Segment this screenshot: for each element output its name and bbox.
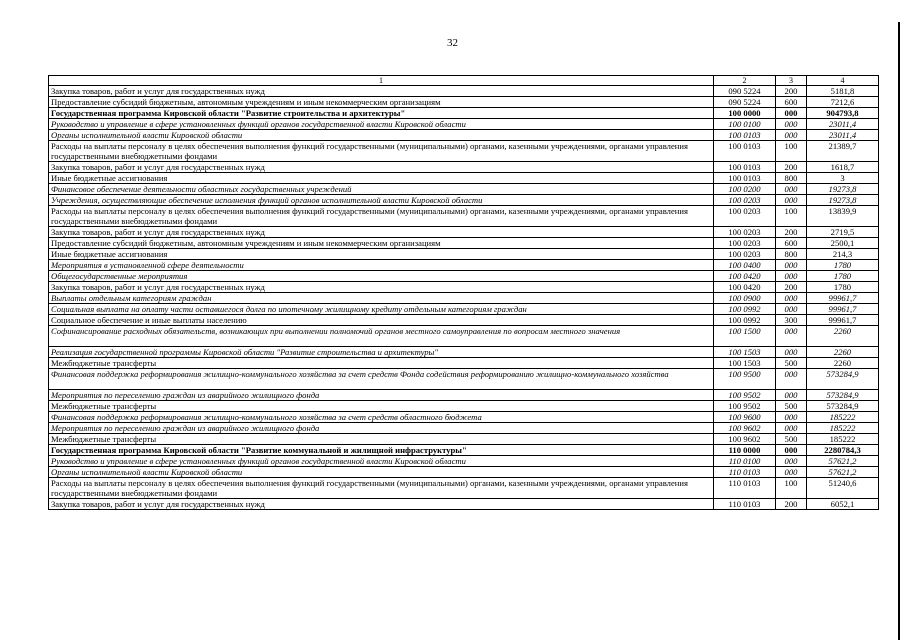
budget-table <box>48 75 879 510</box>
row-type-cell: 000 <box>776 456 807 467</box>
row-sum-cell: 1780 <box>807 271 879 282</box>
row-name-cell: Закупка товаров, работ и услуг для государственных нужд <box>49 227 714 238</box>
row-name-cell: Расходы на выплаты персоналу в целях обеспечения выполнения функций государственными (муниципальными) органами, казенными учреждениями, органами управления государственными внебюджетными фондами <box>49 141 714 162</box>
row-code-cell: 100 0203 <box>714 249 776 260</box>
table-body <box>49 86 879 510</box>
row-sum-cell: 57621,2 <box>807 456 879 467</box>
row-name-cell: Государственная программа Кировской области "Развитие строительства и архитектуры" <box>49 108 714 119</box>
row-sum-cell: 185222 <box>807 412 879 423</box>
row-sum-cell: 2260 <box>807 358 879 369</box>
row-type-cell: 200 <box>776 282 807 293</box>
row-sum-cell: 573284,9 <box>807 390 879 401</box>
row-type-cell: 000 <box>776 423 807 434</box>
row-code-cell: 100 9500 <box>714 369 776 390</box>
row-type-cell: 100 <box>776 478 807 499</box>
row-name-cell: Реализация государственной программы Кировской области "Развитие строительства и архитектуры" <box>49 347 714 358</box>
table-row <box>49 162 879 173</box>
table-row <box>49 227 879 238</box>
table-row <box>49 141 879 162</box>
row-type-cell: 100 <box>776 141 807 162</box>
row-sum-cell: 51240,6 <box>807 478 879 499</box>
row-type-cell: 000 <box>776 304 807 315</box>
row-name-cell: Учреждения, осуществляющие обеспечение исполнения функций органов исполнительной власти Кировской области <box>49 195 714 206</box>
table-row <box>49 97 879 108</box>
row-code-cell: 090 5224 <box>714 97 776 108</box>
row-code-cell: 090 5224 <box>714 86 776 97</box>
row-name-cell: Финансовая поддержка реформирования жилищно-коммунального хозяйства за счет средств Фонда содействия реформированию жилищно-коммунального хозяйства <box>49 369 714 390</box>
row-name-cell: Социальная выплата на оплату части оставшегося долга по ипотечному жилищному кредиту отдельным категориям граждан <box>49 304 714 315</box>
table-row <box>49 434 879 445</box>
row-type-cell: 800 <box>776 173 807 184</box>
row-sum-cell: 6052,1 <box>807 499 879 510</box>
row-name-cell: Социальное обеспечение и иные выплаты населению <box>49 315 714 326</box>
row-type-cell: 500 <box>776 434 807 445</box>
row-name-cell: Закупка товаров, работ и услуг для государственных нужд <box>49 282 714 293</box>
row-code-cell: 100 0992 <box>714 304 776 315</box>
row-sum-cell: 1618,7 <box>807 162 879 173</box>
row-type-cell: 200 <box>776 86 807 97</box>
row-code-cell: 110 0000 <box>714 445 776 456</box>
row-code-cell: 100 0203 <box>714 195 776 206</box>
row-type-cell: 200 <box>776 227 807 238</box>
table-row <box>49 173 879 184</box>
row-code-cell: 100 9600 <box>714 412 776 423</box>
row-type-cell: 000 <box>776 445 807 456</box>
row-type-cell: 200 <box>776 162 807 173</box>
row-code-cell: 100 9502 <box>714 390 776 401</box>
row-code-cell: 100 0103 <box>714 130 776 141</box>
table-row <box>49 390 879 401</box>
row-code-cell: 100 0420 <box>714 282 776 293</box>
row-name-cell: Мероприятия по переселению граждан из аварийного жилищного фонда <box>49 390 714 401</box>
row-sum-cell: 185222 <box>807 423 879 434</box>
row-name-cell: Государственная программа Кировской области "Развитие коммунальной и жилищной инфраструктуры" <box>49 445 714 456</box>
row-sum-cell: 19273,8 <box>807 184 879 195</box>
table-row <box>49 445 879 456</box>
row-type-cell: 000 <box>776 390 807 401</box>
table-row <box>49 86 879 97</box>
row-code-cell: 100 9602 <box>714 423 776 434</box>
row-code-cell: 100 1503 <box>714 358 776 369</box>
table-row <box>49 467 879 478</box>
row-code-cell: 100 0103 <box>714 162 776 173</box>
row-sum-cell: 2280784,3 <box>807 445 879 456</box>
table-row <box>49 195 879 206</box>
page-number: 32 <box>447 37 458 49</box>
table-row <box>49 249 879 260</box>
row-type-cell: 000 <box>776 271 807 282</box>
row-code-cell: 100 0100 <box>714 119 776 130</box>
row-name-cell: Общегосударственные мероприятия <box>49 271 714 282</box>
row-code-cell: 100 0400 <box>714 260 776 271</box>
row-type-cell: 000 <box>776 195 807 206</box>
row-name-cell: Органы исполнительной власти Кировской области <box>49 130 714 141</box>
header-col-1: 1 <box>49 76 714 86</box>
table-row <box>49 412 879 423</box>
row-name-cell: Расходы на выплаты персоналу в целях обеспечения выполнения функций государственными (муниципальными) органами, казенными учреждениями, органами управления государственными внебюджетными фондами <box>49 206 714 227</box>
row-type-cell: 000 <box>776 347 807 358</box>
row-name-cell: Софинансирование расходных обязательств, возникающих при выполнении полномочий органов местного самоуправления по вопросам местного значения <box>49 326 714 347</box>
header-col-4: 4 <box>807 76 879 86</box>
row-sum-cell: 21389,7 <box>807 141 879 162</box>
row-name-cell: Мероприятия в установленной сфере деятельности <box>49 260 714 271</box>
row-name-cell: Межбюджетные трансферты <box>49 434 714 445</box>
row-name-cell: Закупка товаров, работ и услуг для государственных нужд <box>49 86 714 97</box>
row-sum-cell: 99961,7 <box>807 293 879 304</box>
table-row <box>49 260 879 271</box>
table-row <box>49 315 879 326</box>
row-code-cell: 100 0103 <box>714 141 776 162</box>
row-name-cell: Руководство и управление в сфере установленных функций органов государственной власти Кировской области <box>49 119 714 130</box>
table-row <box>49 347 879 358</box>
row-name-cell: Закупка товаров, работ и услуг для государственных нужд <box>49 499 714 510</box>
row-code-cell: 100 0900 <box>714 293 776 304</box>
scan-edge-line <box>898 22 900 640</box>
table-header-row <box>49 76 879 86</box>
row-code-cell: 100 0203 <box>714 238 776 249</box>
table-row <box>49 119 879 130</box>
table-row <box>49 478 879 499</box>
row-name-cell: Руководство и управление в сфере установленных функций органов государственной власти Кировской области <box>49 456 714 467</box>
row-sum-cell: 214,3 <box>807 249 879 260</box>
table-row <box>49 456 879 467</box>
row-code-cell: 100 0103 <box>714 173 776 184</box>
row-sum-cell: 185222 <box>807 434 879 445</box>
row-code-cell: 110 0100 <box>714 456 776 467</box>
row-name-cell: Предоставление субсидий бюджетным, автономным учреждениям и иным некоммерческим организациям <box>49 97 714 108</box>
row-name-cell: Иные бюджетные ассигнования <box>49 249 714 260</box>
table-row <box>49 108 879 119</box>
table-row <box>49 369 879 390</box>
row-sum-cell: 7212,6 <box>807 97 879 108</box>
row-type-cell: 000 <box>776 412 807 423</box>
row-type-cell: 000 <box>776 130 807 141</box>
row-type-cell: 600 <box>776 97 807 108</box>
row-sum-cell: 3 <box>807 173 879 184</box>
row-sum-cell: 13839,9 <box>807 206 879 227</box>
row-type-cell: 000 <box>776 326 807 347</box>
row-code-cell: 100 0000 <box>714 108 776 119</box>
row-type-cell: 200 <box>776 499 807 510</box>
row-name-cell: Иные бюджетные ассигнования <box>49 173 714 184</box>
table-row <box>49 206 879 227</box>
table-row <box>49 304 879 315</box>
row-sum-cell: 2260 <box>807 347 879 358</box>
row-code-cell: 100 9502 <box>714 401 776 412</box>
row-code-cell: 100 0420 <box>714 271 776 282</box>
row-sum-cell: 57621,2 <box>807 467 879 478</box>
row-sum-cell: 23011,4 <box>807 119 879 130</box>
table-row <box>49 238 879 249</box>
row-name-cell: Мероприятия по переселению граждан из аварийного жилищного фонда <box>49 423 714 434</box>
row-sum-cell: 2260 <box>807 326 879 347</box>
row-sum-cell: 1780 <box>807 260 879 271</box>
row-code-cell: 100 0992 <box>714 315 776 326</box>
row-name-cell: Финансовая поддержка реформирования жилищно-коммунального хозяйства за счет средств областного бюджета <box>49 412 714 423</box>
row-name-cell: Межбюджетные трансферты <box>49 358 714 369</box>
row-code-cell: 110 0103 <box>714 499 776 510</box>
row-type-cell: 800 <box>776 249 807 260</box>
table-row <box>49 326 879 347</box>
row-type-cell: 000 <box>776 369 807 390</box>
row-type-cell: 500 <box>776 401 807 412</box>
table-row <box>49 401 879 412</box>
row-code-cell: 100 0203 <box>714 206 776 227</box>
row-code-cell: 110 0103 <box>714 478 776 499</box>
row-sum-cell: 99961,7 <box>807 304 879 315</box>
row-sum-cell: 904793,8 <box>807 108 879 119</box>
table-row <box>49 423 879 434</box>
row-type-cell: 300 <box>776 315 807 326</box>
header-col-2: 2 <box>714 76 776 86</box>
row-sum-cell: 19273,8 <box>807 195 879 206</box>
row-sum-cell: 573284,9 <box>807 401 879 412</box>
row-type-cell: 500 <box>776 358 807 369</box>
table-row <box>49 282 879 293</box>
row-type-cell: 600 <box>776 238 807 249</box>
row-code-cell: 100 0200 <box>714 184 776 195</box>
table-row <box>49 293 879 304</box>
row-name-cell: Межбюджетные трансферты <box>49 401 714 412</box>
row-sum-cell: 5181,8 <box>807 86 879 97</box>
row-sum-cell: 23011,4 <box>807 130 879 141</box>
row-name-cell: Выплаты отдельным категориям граждан <box>49 293 714 304</box>
table-row <box>49 271 879 282</box>
row-code-cell: 100 0203 <box>714 227 776 238</box>
row-code-cell: 100 1500 <box>714 326 776 347</box>
row-sum-cell: 573284,9 <box>807 369 879 390</box>
row-sum-cell: 2719,5 <box>807 227 879 238</box>
row-type-cell: 000 <box>776 108 807 119</box>
row-name-cell: Расходы на выплаты персоналу в целях обеспечения выполнения функций государственными (муниципальными) органами, казенными учреждениями, органами управления государственными внебюджетными фондами <box>49 478 714 499</box>
row-name-cell: Финансовое обеспечение деятельности областных государственных учреждений <box>49 184 714 195</box>
row-code-cell: 110 0103 <box>714 467 776 478</box>
row-sum-cell: 99961,7 <box>807 315 879 326</box>
row-name-cell: Органы исполнительной власти Кировской области <box>49 467 714 478</box>
table-row <box>49 130 879 141</box>
row-type-cell: 000 <box>776 467 807 478</box>
row-name-cell: Закупка товаров, работ и услуг для государственных нужд <box>49 162 714 173</box>
row-type-cell: 000 <box>776 184 807 195</box>
row-sum-cell: 2500,1 <box>807 238 879 249</box>
header-col-3: 3 <box>776 76 807 86</box>
row-code-cell: 100 9602 <box>714 434 776 445</box>
row-code-cell: 100 1503 <box>714 347 776 358</box>
row-sum-cell: 1780 <box>807 282 879 293</box>
row-type-cell: 000 <box>776 260 807 271</box>
row-name-cell: Предоставление субсидий бюджетным, автономным учреждениям и иным некоммерческим организациям <box>49 238 714 249</box>
row-type-cell: 000 <box>776 119 807 130</box>
row-type-cell: 100 <box>776 206 807 227</box>
table-row <box>49 358 879 369</box>
table-row <box>49 499 879 510</box>
row-type-cell: 000 <box>776 293 807 304</box>
table-row <box>49 184 879 195</box>
